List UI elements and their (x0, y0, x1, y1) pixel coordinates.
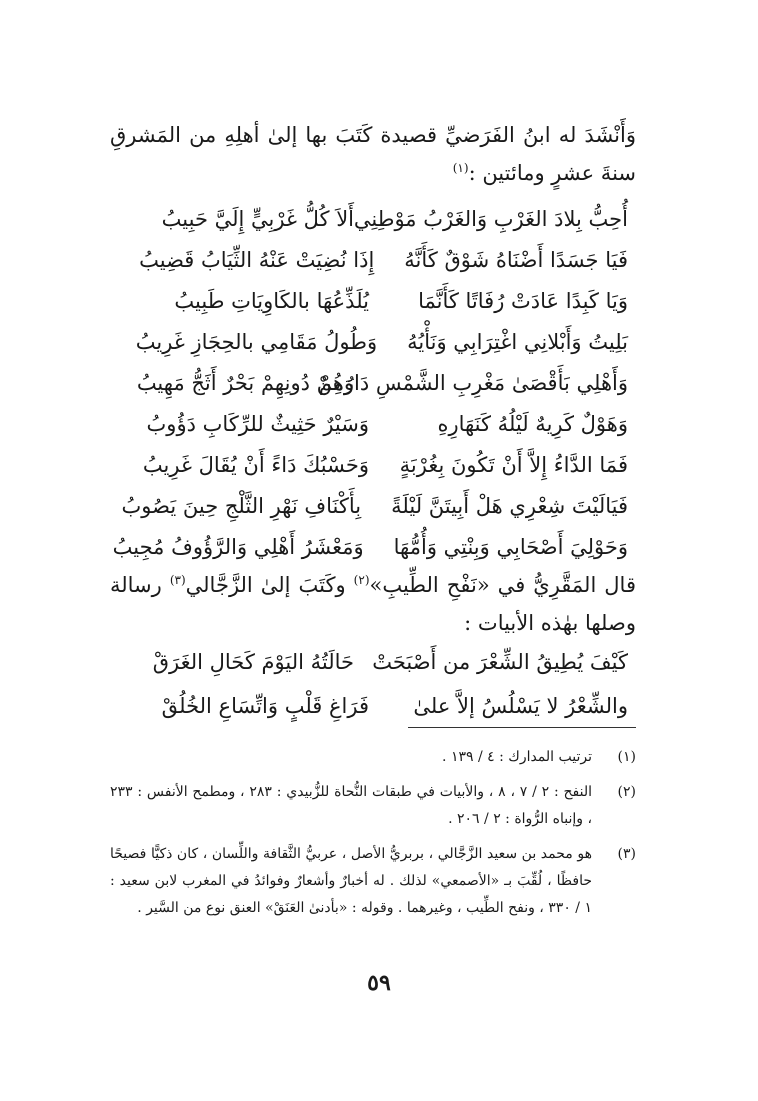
verse-first-hemistich: فَيَا جَسَدًا أَضْنَاهُ شَوْقٌ كَأَنَّهُ (404, 247, 628, 272)
verse-second-hemistich: وَطُولُ مَقَامِي بالحِجَازِ غَرِيبُ (135, 329, 378, 354)
verse-second-hemistich: يُلَذِّعُهَا بالكَاوِيَاتِ طَبِيبُ (174, 288, 369, 313)
verse-line (121, 485, 628, 526)
verse-line (140, 684, 628, 728)
verse-line (135, 321, 628, 362)
footnote (110, 779, 636, 833)
verse-second-hemistich: وَحَسْبُكَ دَاءً أَنْ يُقَالَ غَرِيبُ (142, 452, 369, 477)
footnote-ref-1[interactable]: (١) (452, 161, 469, 175)
verse-first-hemistich: فَيَالَيْتَ شِعْرِي هَلْ أَبِيتَنَّ لَيْلَةً (391, 493, 628, 518)
verse-first-hemistich: وَيَا كَبِدًا عَادَتْ رُفَاتًا كَأَنَّمَا (418, 288, 628, 313)
verse-first-hemistich: وَأَهْلِي بَأَقْصَىٰ مَغْرِبِ الشَّمْسِ دَارُهُمْ (318, 370, 628, 395)
verse-line (140, 444, 628, 485)
footnote-ref-3[interactable]: (٣) (169, 573, 186, 587)
footnote-text: هو محمد بن سعيد الزَّجَّالي ، بربريُّ الأصل ، عربيُّ الثَّقافة واللِّسان ، كان ذكيًّا فصيحًا حافظًا ، لُقِّبَ بـ «الأصمعي» لذلك . له أخبارٌ وأشعارٌ وفوائدُ في المغرب لابن سعيد : ١ / ٣٣٠ ، ونفح الطِّيب ، وغيرهما . وقوله : «بأدنىٰ العَنَقْ» العنق نوع من السَّير . (110, 846, 592, 916)
footnote-number: (١) (617, 749, 636, 765)
footnote-text: النفح : ٢ / ٧ ، ٨ ، والأبيات في طبقات النُّحاة للزُّبيدي : ٢٨٣ ، ومطمح الأنفس : ٢٣٣ ، وإنباه الرُّواة : ٢ / ٢٠٦ . (110, 784, 593, 827)
footnote-text: ترتيب المدارك : ٤ / ١٣٩ . (442, 749, 592, 765)
second-paragraph (110, 566, 636, 642)
verse-line (140, 640, 628, 684)
verse-second-hemistich: وَمِنْ دُونِهِمْ بَحْرٌ أَثَجُّ مَهِيبُ (136, 370, 354, 395)
verse-line (140, 280, 628, 321)
verse-line (140, 239, 628, 280)
verse-second-hemistich: وَمَعْشَرُ أَهْلِي وَالرَّؤُوفُ مُجِيبُ (112, 534, 364, 559)
para2-text-b: وكَتَبَ إلىٰ الزَّجَّالي (185, 573, 354, 597)
footnote (110, 744, 636, 771)
verse-second-hemistich: بِأَكْنَافِ نَهْرِ الثَّلْجِ حِينَ يَصُوبُ (121, 493, 362, 518)
verse-first-hemistich: أُحِبُّ بِلادَ الغَرْبِ وَالغَرْبُ مَوْطِنِي (353, 206, 628, 231)
footnote-separator (408, 727, 636, 728)
verse-first-hemistich: وَهَوْلٌ كَرِيهٌ لَيْلُهُ كَنَهَارِهِ (437, 411, 628, 436)
poem-1 (112, 198, 628, 567)
verse-first-hemistich: والشِّعْرُ لا يَسْلُسُ إلاَّ علىٰ (413, 694, 628, 718)
verse-first-hemistich: كَيْفَ يُطِيقُ الشِّعْرَ من أَصْبَحَتْ (372, 650, 628, 674)
verse-first-hemistich: بَلِيتُ وَأَبْلانِي اغْتِرَابِي وَنَأْيُهُ (407, 329, 628, 354)
poem-2 (140, 640, 628, 728)
verse-first-hemistich: فَمَا الدَّاءُ إِلاَّ أَنْ تَكُونَ بِغُرْبَةٍ (399, 452, 628, 477)
para2-text-a: قال المَقَّرِيُّ في «نَفْحِ الطِّيبِ» (369, 573, 636, 597)
footnotes (110, 744, 636, 930)
verse-second-hemistich: فَرَاغِ قَلْبٍ وَاتِّسَاعِ الخُلُقْ (161, 694, 369, 718)
verse-first-hemistich: وَحَوْلِيَ أَصْحَابِي وَبِنْتِي وَأُمُّهَا (393, 534, 628, 559)
intro-paragraph (110, 116, 636, 192)
verse-line (136, 362, 628, 403)
footnote-number: (٢) (617, 784, 636, 800)
page-number: ٥٩ (367, 970, 391, 996)
verse-second-hemistich: إِذَا نُضِيَتْ عَنْهُ الثِّيَابُ قَضِيبُ (139, 247, 375, 272)
footnote-number: (٣) (617, 846, 636, 862)
verse-second-hemistich: حَالَتُهُ اليَوْمَ كَحَالِ الغَرَقْ (152, 650, 354, 674)
footnote (110, 841, 636, 922)
verse-line (140, 403, 628, 444)
verse-second-hemistich: وَسَيْرٌ حَثِيثٌ للرِّكَابِ دَؤُوبُ (146, 411, 369, 436)
intro-text: وَأَنْشَدَ له ابنُ الفَرَضيِّ قصيدة كَتَبَ بها إلىٰ أهلِهِ من المَشرقِ سنةَ عشرٍ ومائتين : (110, 123, 636, 185)
footnote-ref-2[interactable]: (٢) (353, 573, 370, 587)
verse-line (112, 526, 628, 567)
verse-line (140, 198, 628, 239)
verse-second-hemistich: أَلاَ كُلُّ غَرْبِيٍّ إِلَيَّ حَبِيبُ (161, 206, 354, 231)
para2-text-c: رسالة وصلها بهٰذه الأبيات : (110, 573, 636, 635)
